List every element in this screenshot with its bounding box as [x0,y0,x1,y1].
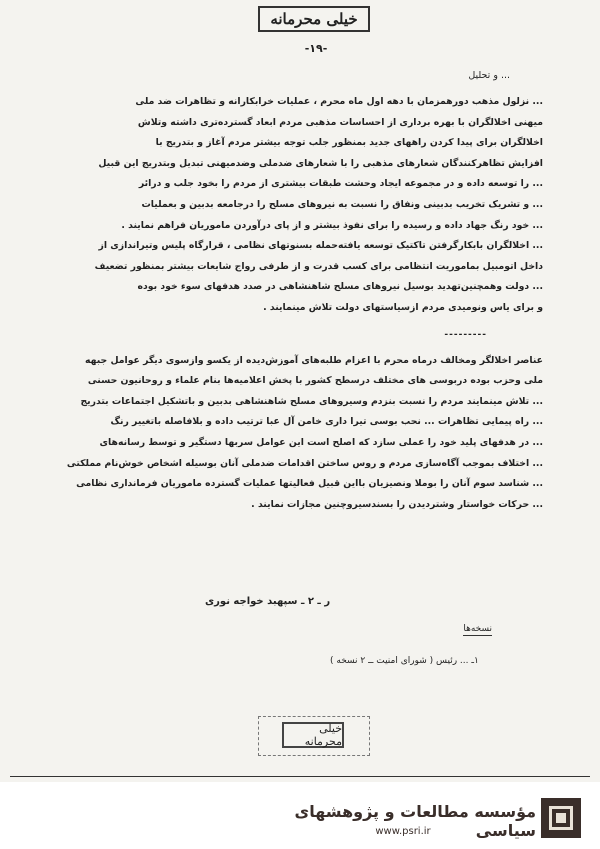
watermark-footer [0,782,600,849]
body-line: ... تلاش مینمایند مردم را نسبت بنزدم وسیروهای مسلح شاهنشاهی بدبین و باتشکیل اجتماعات بتدریج [80,395,543,407]
separator-dashes: --------- [444,329,487,340]
body-line: ... خود رنگ جهاد داده و رسیده را برای نفوذ بیشتر و از پای درآوردن ماموریان فراهم نمایند . [121,219,543,231]
subject-line: ... و تحلیل [468,70,510,81]
footer-divider [10,776,590,777]
body-line: ... اختلاف بموجب آگاه‌سازی مردم و روس ساختن اقدامات ضدملی آنان بوسیله اشخاص خوش‌نام مملکتی [66,457,543,469]
org-name: مؤسسه مطالعات و پژوهشهای سیاسی [294,802,536,840]
body-line: ... حرکات خواستار وشتردیدن را بسندسیروچنین مجازات نمایند . [251,498,543,510]
psri-logo-icon [541,798,581,838]
body-line: داخل اتومبیل بماموریت انتظامی برای کسب قدرت و از طرفی رواج شایعات بیشتر بمنظور تضعیف [94,260,543,272]
body-line: اخلالگران برای پیدا کردن راههای جدید بمنظور جلب توجه بیشتر مردم آغاز و بتدریج با [155,137,543,149]
footer-stamp-text: خیلی محرمانه [304,722,342,748]
body-line: ... شناسد سوم آنان را بوملا ونصیزیان بااین قبیل فعالیتها عملیات گسترده ماموریان فرمانداری نظامی [76,478,543,490]
body-line: ... راه پیمایی تظاهرات ... نحب بوسی تیرا داری خامن آل عبا ترتیب داده و بلافاصله باتغییر رنگ [110,416,543,428]
body-line: و برای یاس ونومیدی مردم ازسیاستهای دولت تلاش مینمایند . [263,301,543,313]
footer-classification-stamp [282,722,344,748]
org-url: www.psri.ir [375,826,431,837]
section-separator [55,319,543,351]
body-line: ... و تشریک تخریب بدبینی ونفاق را نسبت به نیروهای مسلح را درجامعه بدبین و بعملیات [141,198,543,210]
document-body [55,92,543,515]
classification-stamp-text: خیلی محرمانه [270,10,358,28]
signature-line: ر ـ ۲ ـ سپهبد خواجه نوری [205,596,331,607]
page-number: -۱۹- [304,42,328,55]
body-line: ... دولت وهمچنین‌تهدید بوسیل نیروهای مسلح شاهنشاهی در صدد هدفهای سوء خود بوده [137,281,543,293]
logo-pattern [549,806,573,830]
body-line: ملی وحزب بوده دربوسی های مختلف درسطح کشور با پخش اعلامیه‌ها بنام علماء و روحانیون حسنی [87,375,543,387]
body-line: ... نزلول مذهب دورهمزمان با دهه اول ماه محرم ، عملیات خرابکارانه و تظاهرات ضد ملی [135,96,543,107]
body-line: میهنی اخلالگران با بهره برداری از احساسات مذهبی مردم ابعاد گسترده‌تری داشته وتلاش [137,116,543,128]
body-line: افزایش تظاهرکنندگان شعارهای مذهبی را با شعارهای ضدملی وضدمیهنی تبدیل وبتدریج این قبیل [98,157,543,169]
classification-stamp [258,6,370,32]
copies-heading: نسخه‌ها [463,624,492,634]
body-line: ... در هدفهای پلید خود را عملی سازد که اصلح است این عوامل سربها دستگیر و توسط رسانه‌های [99,436,543,448]
body-line: ... را توسعه داده و در مجموعه ایجاد وحشت طبقات بیشتری از مردم را بخود جلب و درائر [138,178,543,190]
body-line: ... اخلالگران بابکارگرفتن تاکتیک توسعه یافته‌حمله بسنوتهای نظامی ، قرارگاه پلیس وتیراندازی از [98,240,543,252]
copy-recipient: ۱ـ ... رئیس ( شورای امنیت ــ ۲ نسخه ) [330,656,479,666]
body-line: عناصر اخلالگر ومخالف درماه محرم با اعزام طلبه‌های آموزش‌دیده از یکسو وازسوی دیگر عوامل جبهه [84,354,543,366]
